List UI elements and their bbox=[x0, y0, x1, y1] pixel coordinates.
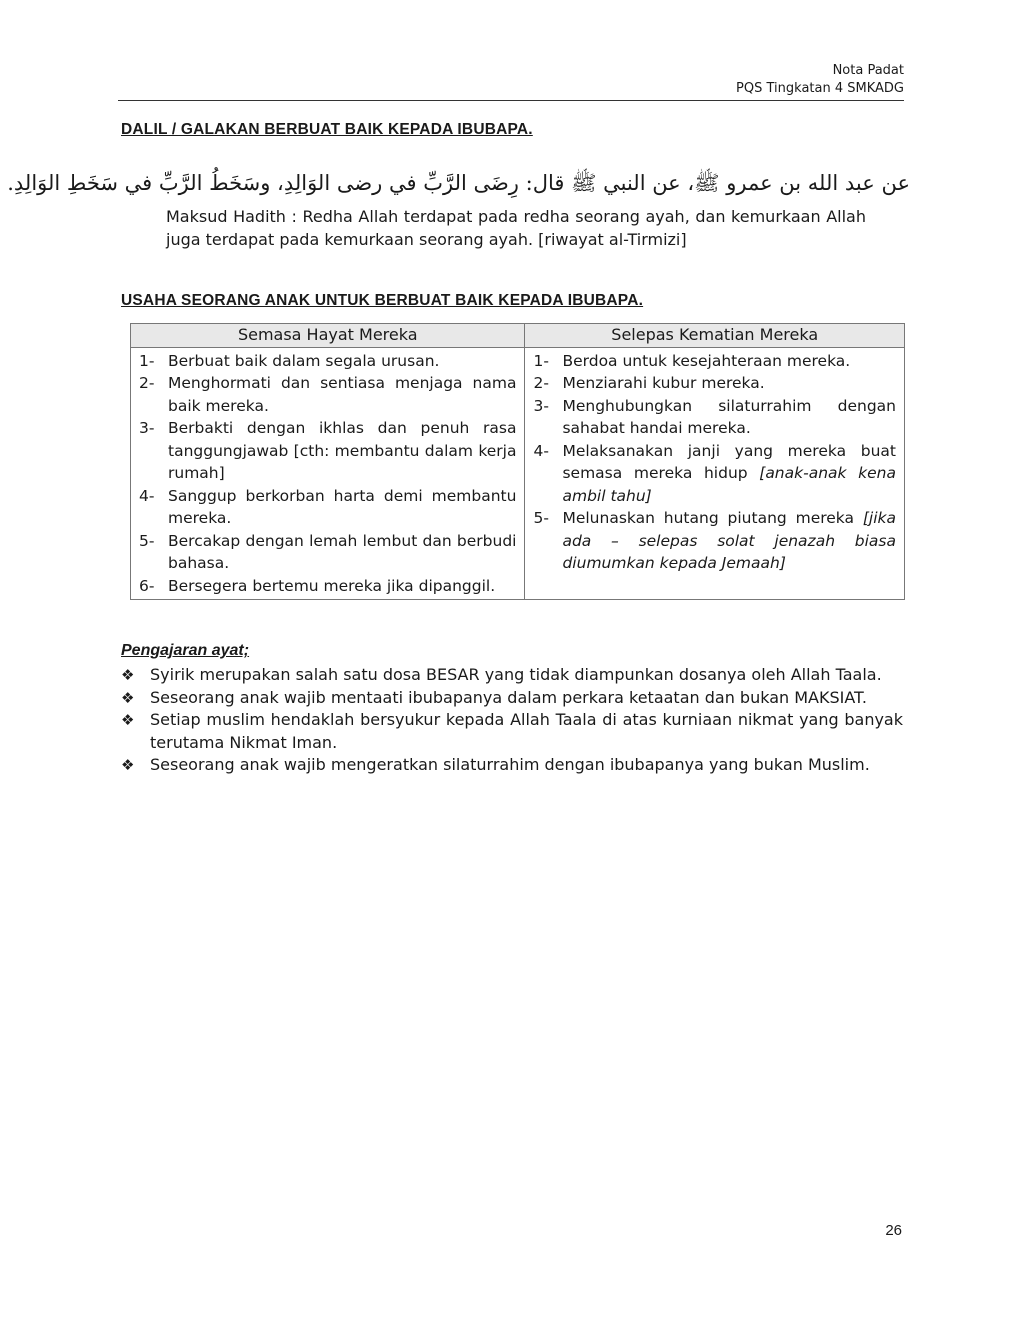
list-item-text: Sanggup berkorban harta demi membantu mereka. bbox=[168, 486, 517, 527]
hadith-meaning: Maksud Hadith : Redha Allah terdapat pada redha seorang ayah, dan kemurkaan Allah juga terdapat pada kemurkaan seorang ayah. [riwayat al-Tirmizi] bbox=[166, 207, 866, 249]
table-header-row bbox=[131, 324, 905, 348]
header-line-2: PQS Tingkatan 4 SMKADG bbox=[736, 81, 904, 96]
diamond-bullet-icon: ❖ bbox=[121, 688, 135, 707]
list-item-number: 4- bbox=[533, 441, 549, 460]
list-item bbox=[121, 754, 903, 777]
selepas-kematian-cell bbox=[525, 347, 905, 600]
diamond-bullet-icon: ❖ bbox=[121, 711, 135, 729]
list-item-text: Melunaskan hutang piutang mereka bbox=[562, 509, 863, 527]
list-item-text: Menghormati dan sentiasa menjaga nama baik mereka. bbox=[168, 374, 517, 415]
list-item-text: Melaksanakan janji yang mereka buat semasa mereka hidup bbox=[562, 441, 896, 482]
list-item-number: 4- bbox=[139, 486, 155, 505]
list-item bbox=[529, 350, 896, 373]
page-number: 26 bbox=[885, 1222, 902, 1239]
semasa-hayat-cell bbox=[131, 347, 525, 600]
table-row bbox=[131, 347, 905, 600]
pengajaran-heading: Pengajaran ayat; bbox=[121, 642, 250, 659]
list-item-number: 5- bbox=[533, 509, 549, 527]
header-line-1: Nota Padat bbox=[832, 63, 904, 78]
list-item-text: Bercakap dengan lemah lembut dan berbudi bahasa. bbox=[168, 531, 517, 572]
list-item bbox=[121, 709, 903, 754]
header-divider bbox=[118, 100, 904, 101]
list-item bbox=[135, 372, 516, 417]
list-item-number: 5- bbox=[139, 531, 155, 550]
list-item bbox=[121, 664, 903, 687]
lesson-text: Setiap muslim hendaklah bersyukur kepada Allah Taala di atas kurniaan nikmat yang banyak terutama Nikmat Iman. bbox=[150, 710, 903, 752]
list-item-number: 3- bbox=[139, 419, 155, 437]
diamond-bullet-icon: ❖ bbox=[121, 756, 135, 774]
list-item bbox=[529, 507, 896, 575]
column-header-selepas-kematian: Selepas Kematian Mereka bbox=[525, 324, 905, 348]
list-item bbox=[135, 417, 516, 485]
list-item bbox=[135, 485, 516, 530]
list-item-text: Berdoa untuk kesejahteraan mereka. bbox=[562, 351, 851, 370]
list-item-text: Bersegera bertemu mereka jika dipanggil. bbox=[168, 576, 496, 595]
list-item-text: Berbuat baik dalam segala urusan. bbox=[168, 351, 440, 370]
list-item-number: 1- bbox=[139, 351, 155, 370]
list-item bbox=[135, 350, 516, 373]
list-item bbox=[529, 372, 896, 395]
list-item-number: 2- bbox=[533, 374, 549, 392]
list-item bbox=[529, 440, 896, 508]
diamond-bullet-icon: ❖ bbox=[121, 666, 135, 684]
column-header-semasa-hayat: Semasa Hayat Mereka bbox=[131, 324, 525, 348]
selepas-kematian-list bbox=[529, 350, 896, 575]
list-item-text: Berbakti dengan ikhlas dan penuh rasa tanggungjawab [cth: membantu dalam kerja rumah] bbox=[168, 419, 517, 482]
list-item bbox=[121, 687, 903, 710]
lesson-text: Syirik merupakan salah satu dosa BESAR yang tidak diampunkan dosanya oleh Allah Taala. bbox=[150, 665, 882, 684]
list-item-number: 2- bbox=[139, 374, 155, 392]
page-header bbox=[118, 62, 904, 98]
arabic-hadith-text: عن عبد الله بن عمرو ﷺ، عن النبي ﷺ قال: رِضَى الرَّبِّ في رضى الوَالِدِ، وسَخَطُ الرَّبِّ في سَخَطِ الوَالِدِ. bbox=[7, 171, 910, 195]
usaha-heading: USAHA SEORANG ANAK UNTUK BERBUAT BAIK KEPADA IBUBAPA. bbox=[121, 292, 644, 309]
list-item-note: [anak-anak kena ambil tahu] bbox=[562, 464, 896, 505]
list-item-number: 6- bbox=[139, 576, 155, 595]
list-item bbox=[135, 575, 516, 598]
list-item bbox=[529, 395, 896, 440]
pengajaran-list bbox=[121, 664, 903, 777]
lesson-text: Seseorang anak wajib mentaati ibubapanya dalam perkara ketaatan dan bukan MAKSIAT. bbox=[150, 687, 868, 707]
list-item bbox=[135, 530, 516, 575]
dalil-heading: DALIL / GALAKAN BERBUAT BAIK KEPADA IBUBAPA. bbox=[121, 121, 533, 138]
lesson-text: Seseorang anak wajib mengeratkan silaturrahim dengan ibubapanya yang bukan Muslim. bbox=[150, 755, 870, 774]
list-item-text: Menziarahi kubur mereka. bbox=[562, 374, 765, 392]
list-item-number: 1- bbox=[533, 351, 549, 370]
list-item-note: [jika ada – selepas solat jenazah biasa diumumkan kepada Jemaah] bbox=[562, 509, 896, 572]
semasa-hayat-list bbox=[135, 350, 516, 598]
list-item-number: 3- bbox=[533, 396, 549, 415]
usaha-table bbox=[130, 323, 905, 600]
list-item-text: Menghubungkan silaturrahim dengan sahabat handai mereka. bbox=[562, 396, 896, 437]
